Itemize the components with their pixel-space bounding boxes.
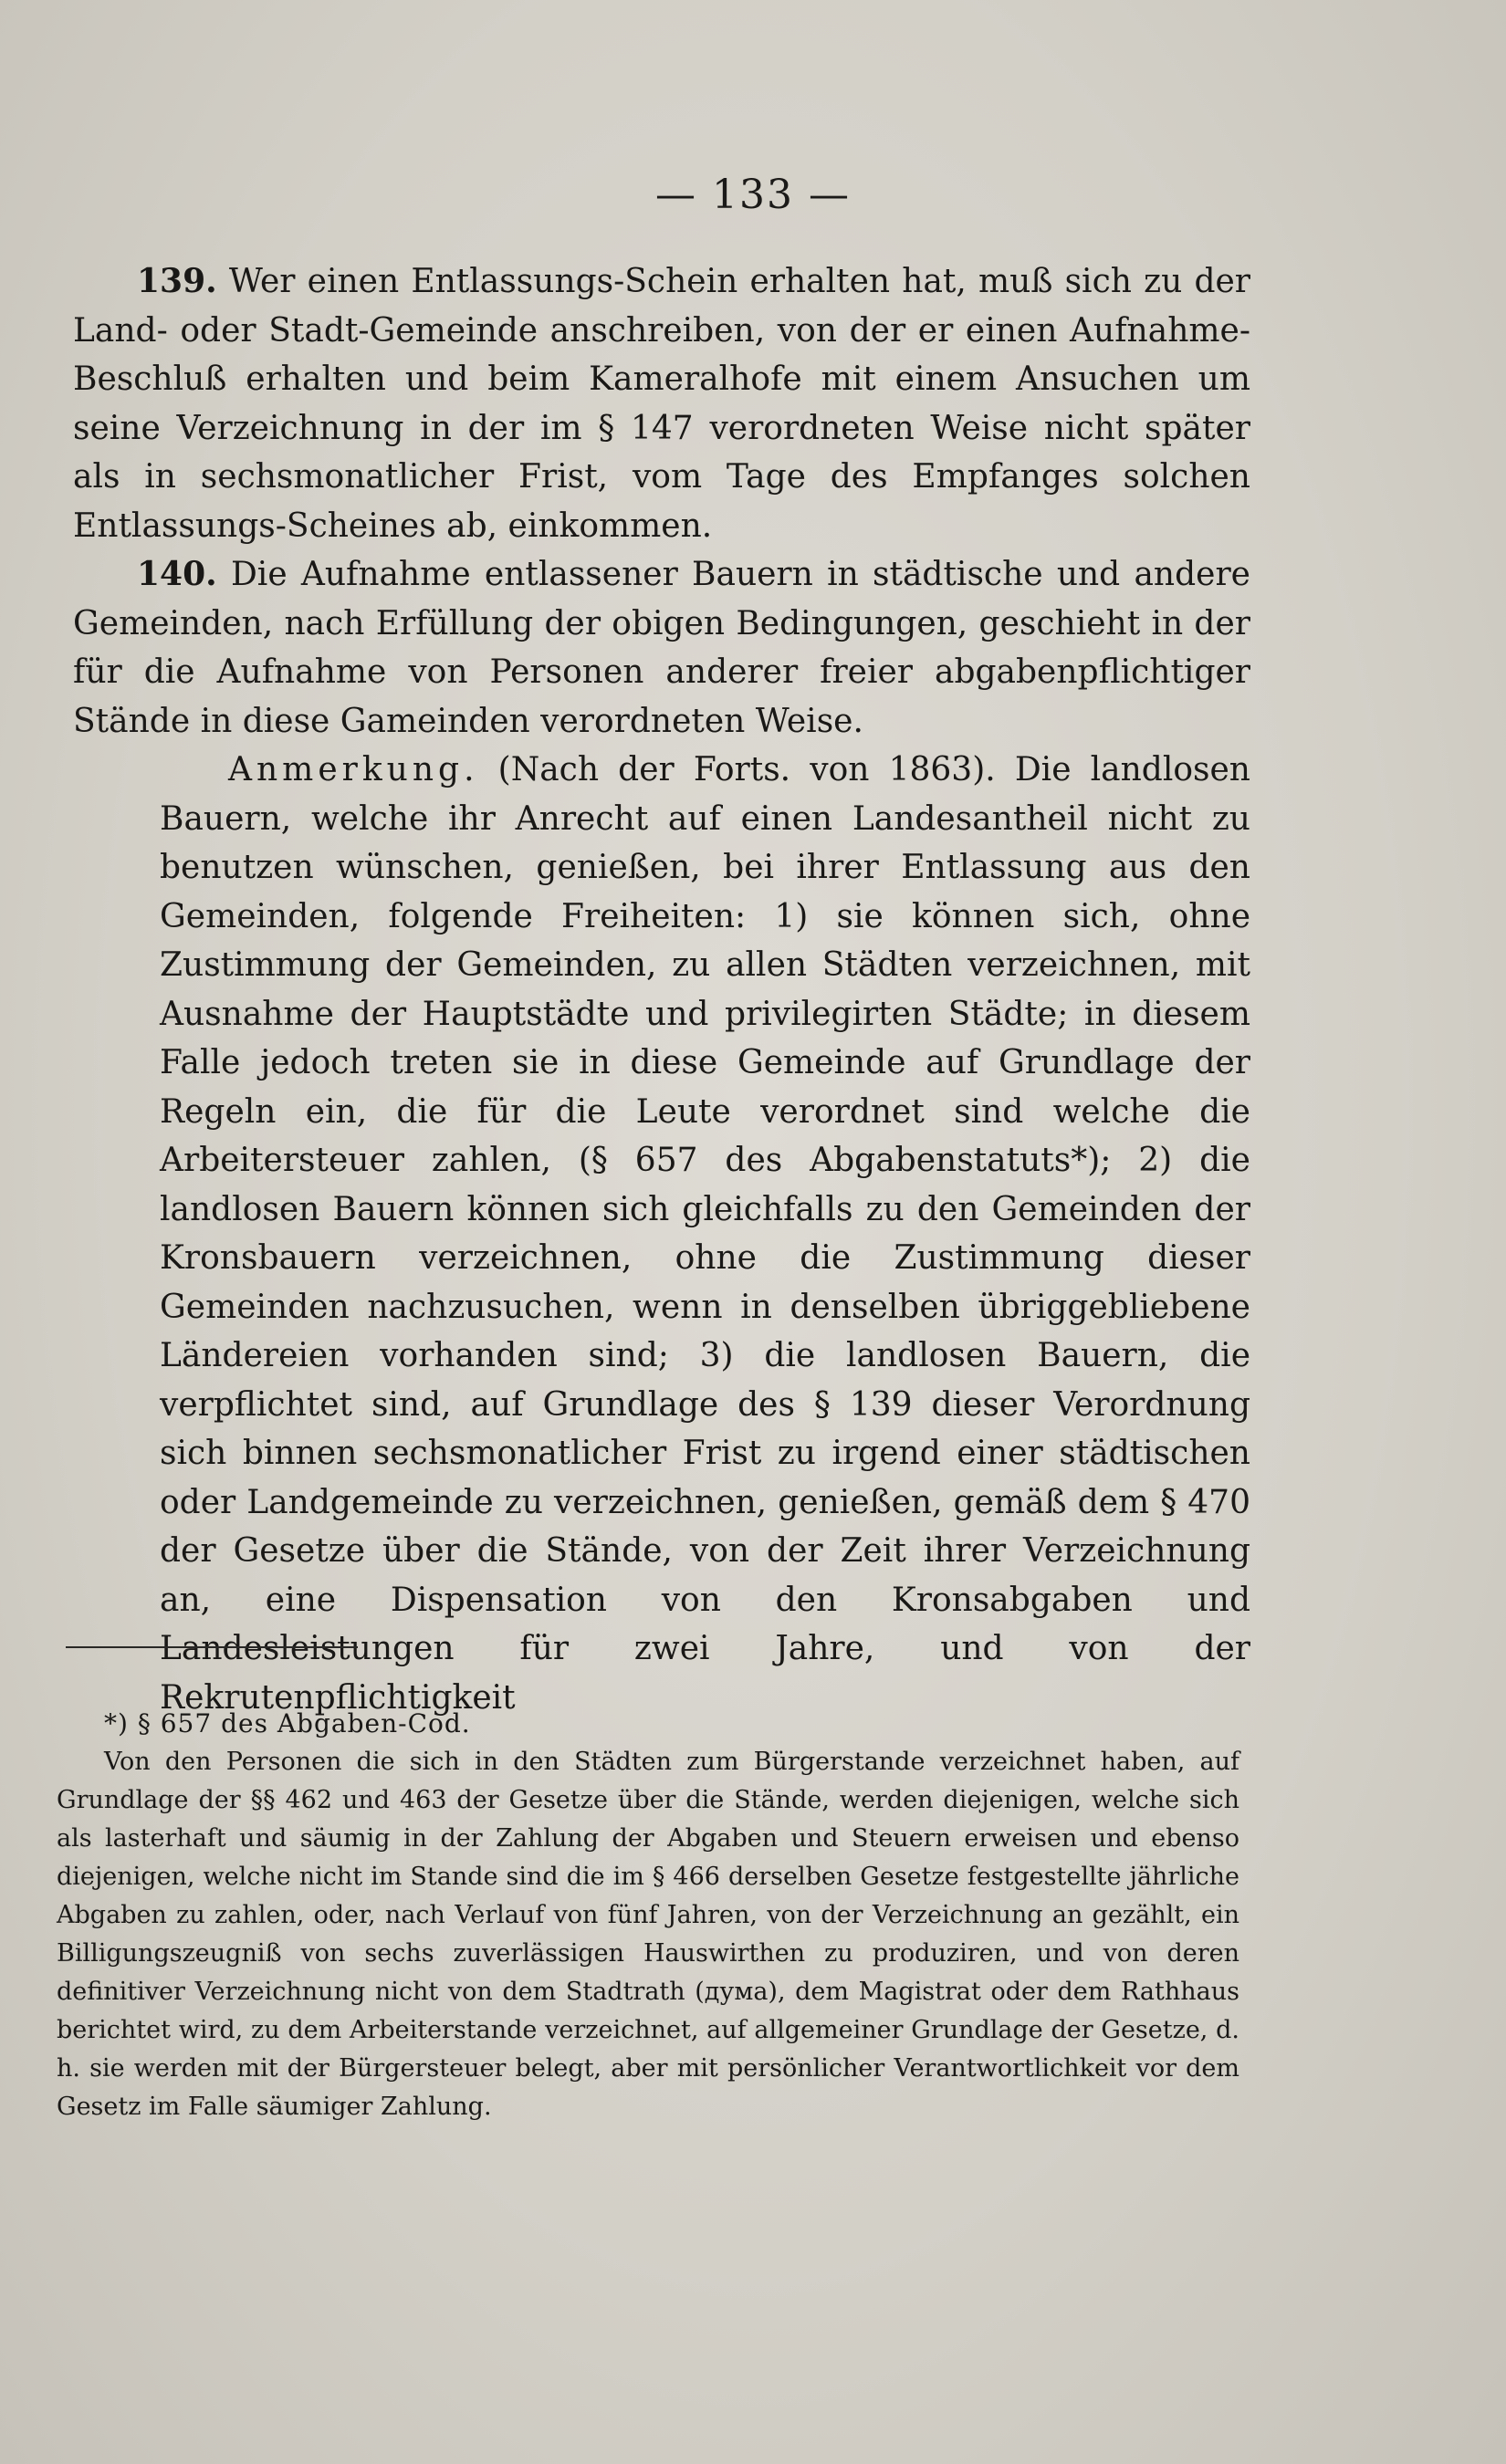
paragraph-number: 140. — [137, 555, 217, 593]
paragraph-text: Wer einen Entlassungs-Schein erhalten hat, muß sich zu der Land- oder Stadt-Gemeinde anschreiben, von der er einen Aufnahme-Beschluß erhalten und beim Kameralhofe mit einem Ansuchen um seine Verzeichnung in der im § 147 verordneten Weise nicht später als in sechsmonatlicher Frist, vom Tage des Empfanges solchen Entlassungs-Scheines ab, einkommen. — [73, 263, 1251, 545]
page-number: — 133 — — [655, 172, 851, 218]
paragraph-140 — [73, 550, 1250, 746]
paragraph-number: 139. — [137, 262, 217, 300]
paragraph-139 — [73, 257, 1250, 550]
main-text — [73, 257, 1250, 1722]
remark-label: Anmerkung. — [228, 751, 479, 788]
remark-note — [73, 746, 1250, 1722]
footnote-heading: *) § 657 des Abgaben-Cod. — [104, 1708, 471, 1738]
paragraph-text: Die Aufnahme entlassener Bauern in städtische und andere Gemeinden, nach Erfüllung der obigen Bedingungen, geschieht in der für die Aufnahme von Personen anderer freier abgabenpflichtiger Stände in diese Gameinden verordneten Weise. — [73, 556, 1250, 740]
footnote-divider — [66, 1646, 358, 1648]
footnote-block — [57, 1705, 1239, 2126]
footnote-text: Von den Personen die sich in den Städten zum Bürgerstande verzeichnet haben, auf Grundlage der §§ 462 und 463 der Gesetze über die Stände, werden diejenigen, welche sich als lasterhaft und säumig in der Zahlung der Abgaben und Steuern erweisen und ebenso diejenigen, welche nicht im Stande sind die im § 466 derselben Gesetze festgestellte jährliche Abgaben zu zahlen, oder, nach Verlauf von fünf Jahren, von der Verzeichnung an gezählt, ein Billigungszeugniß von sechs zuverlässigen Hauswirthen zu produziren, und von deren definitiver Verzeichnung nicht von dem Stadtrath (дума), dem Magistrat oder dem Rathhaus berichtet wird, zu dem Arbeiterstande verzeichnet, auf allgemeiner Grundlage der Gesetze, d. h. sie werden mit der Bürgersteuer belegt, aber mit persönlicher Verantwortlichkeit vor dem Gesetz im Falle säumiger Zahlung. — [57, 1748, 1239, 2121]
remark-text: (Nach der Forts. von 1863). Die landlosen Bauern, welche ihr Anrecht auf einen Landesantheil nicht zu benutzen wünschen, genießen, bei ihrer Entlassung aus den Gemeinden, folgende Freiheiten: 1) sie können sich, ohne Zustimmung der Gemeinden, zu allen Städten verzeichnen, mit Ausnahme der Hauptstädte und privilegirten Städte; in diesem Falle jedoch treten sie in diese Gemeinde auf Grundlage der Regeln ein, die für die Leute verordnet sind welche die Arbeitersteuer zahlen, (§ 657 des Abgabenstatuts*); 2) die landlosen Bauern können sich gleichfalls zu den Gemeinden der Kronsbauern verzeichnen, ohne die Zustimmung dieser Gemeinden nachzusuchen, wenn in denselben übriggebliebene Ländereien vorhanden sind; 3) die landlosen Bauern, die verpflichtet sind, auf Grundlage des § 139 dieser Verordnung sich binnen sechsmonatlicher Frist zu irgend einer städtischen oder Landgemeinde zu verzeichnen, genießen, gemäß dem § 470 der Gesetze über die Stände, von der Zeit ihrer Verzeichnung an, eine Dispensation von den Kronsabgaben und Landesleistungen für zwei Jahre, und von der Rekrutenpflichtigkeit — [160, 751, 1250, 1717]
